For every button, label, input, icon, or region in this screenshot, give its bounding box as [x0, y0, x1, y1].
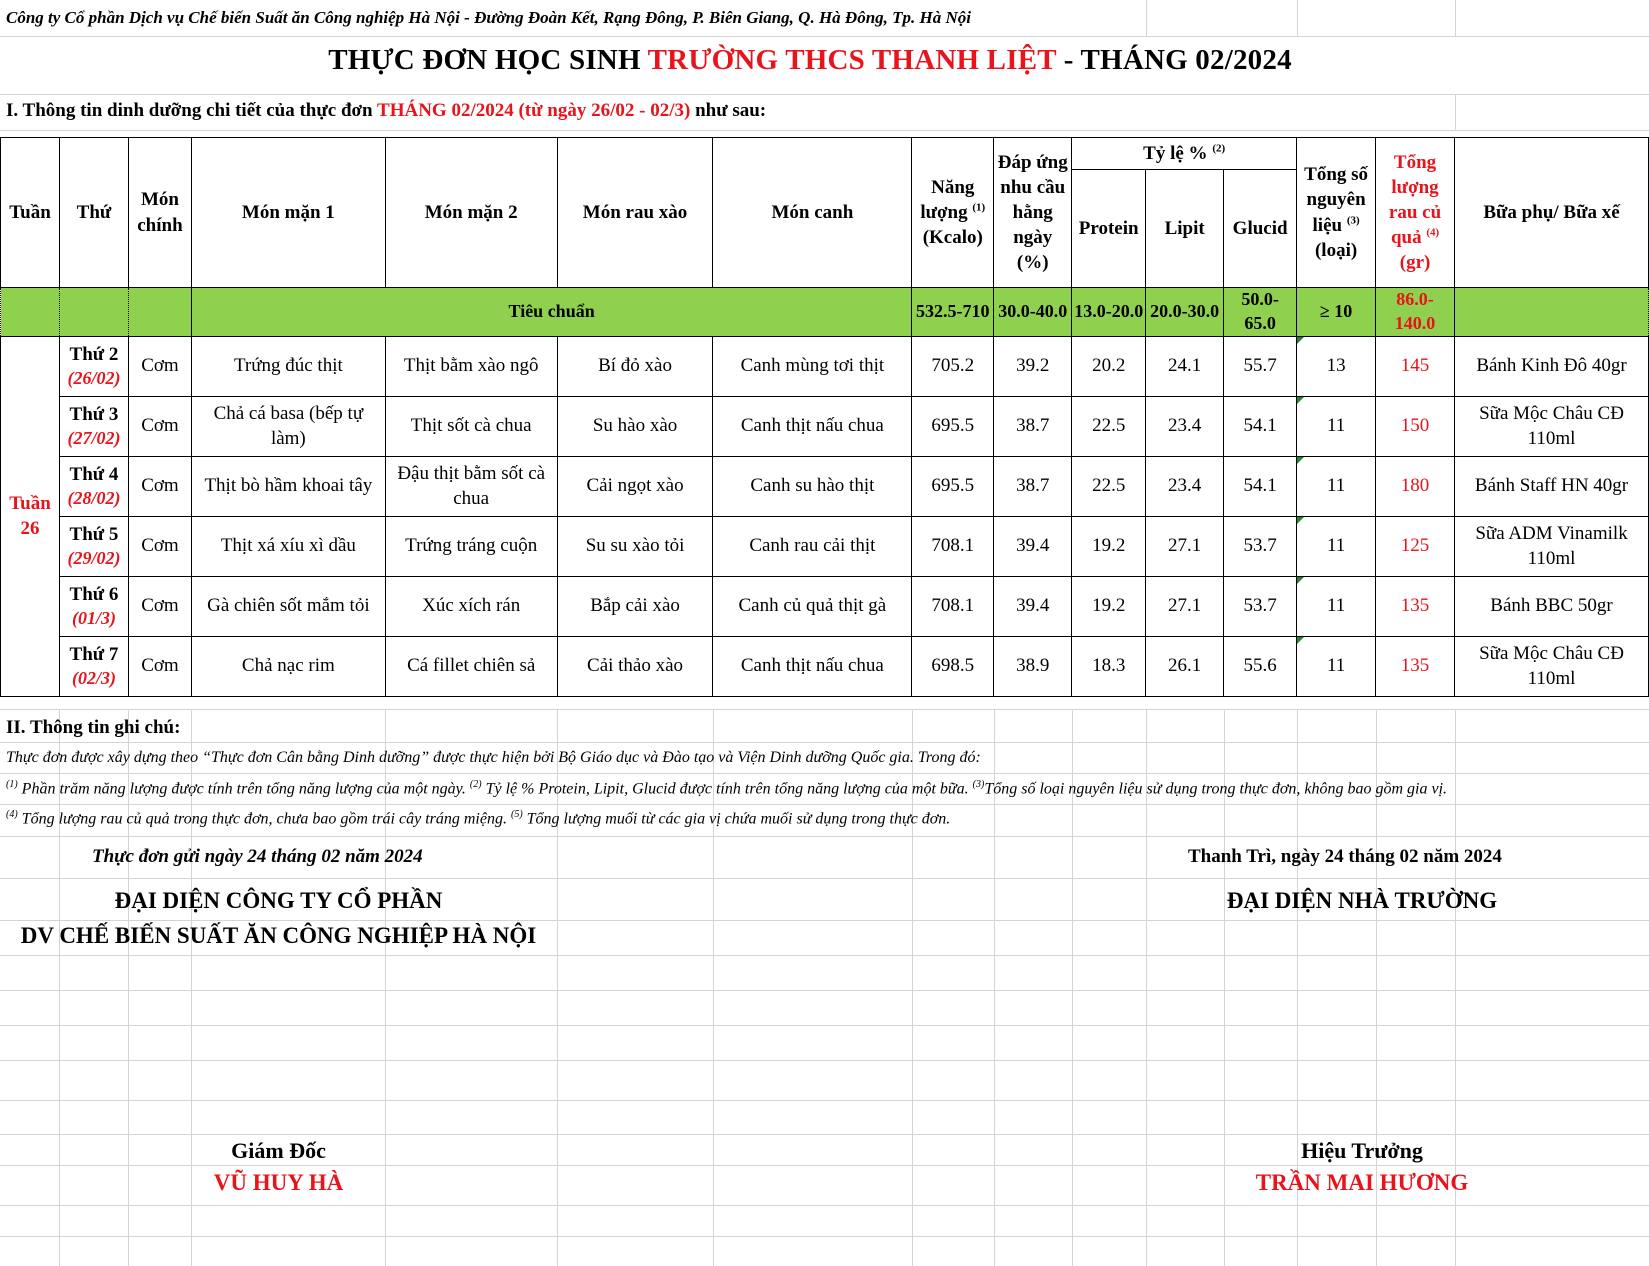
table-row — [1, 576, 1649, 636]
role-director: Giám Đốc — [231, 1138, 326, 1163]
veg-dish-cell: Su su xào tỏi — [557, 516, 713, 576]
section1-suffix: như sau: — [690, 100, 767, 121]
veg-total-cell: 150 — [1376, 396, 1455, 456]
ingredient-count-cell: 11 — [1297, 576, 1376, 636]
main-dish-cell: Cơm — [128, 396, 191, 456]
note1-text: Phần trăm năng lượng được tính trên tổng năng lượng của một ngày. — [17, 780, 470, 798]
standard-veg-total: 86.0-140.0 — [1376, 288, 1455, 337]
title-part2: - THÁNG 02/2024 — [1056, 44, 1292, 76]
energy-cell: 708.1 — [912, 576, 994, 636]
standard-protein: 13.0-20.0 — [1072, 288, 1146, 337]
daily-percent-cell: 39.2 — [994, 336, 1072, 396]
standard-label: Tiêu chuẩn — [191, 288, 911, 337]
glucid-cell: 53.7 — [1224, 576, 1297, 636]
note1-sup: (1) — [6, 779, 18, 790]
header-ingredients-label: Tổng số nguyên liệu — [1304, 164, 1369, 236]
protein-cell: 22.5 — [1072, 456, 1146, 516]
energy-cell: 695.5 — [912, 396, 994, 456]
header-ratio-sup: (2) — [1212, 142, 1226, 155]
header-daily — [994, 138, 1072, 288]
lipit-cell: 26.1 — [1146, 636, 1224, 696]
section1-prefix: I. Thông tin dinh dưỡng chi tiết của thực đơn — [6, 100, 378, 121]
header-glucid: Glucid — [1224, 170, 1297, 288]
standard-daily: 30.0-40.0 — [994, 288, 1072, 337]
snack-cell: Bánh Kinh Đô 40gr — [1455, 336, 1649, 396]
section2-heading: II. Thông tin ghi chú: — [6, 717, 181, 738]
protein-cell: 22.5 — [1072, 396, 1146, 456]
daily-percent-cell: 38.7 — [994, 456, 1072, 516]
protein-cell: 20.2 — [1072, 336, 1146, 396]
standard-glucid: 50.0-65.0 — [1224, 288, 1297, 337]
header-ingredients-sup: (3) — [1346, 214, 1360, 227]
header-ratio — [1072, 138, 1297, 170]
header-veg-total — [1376, 138, 1455, 288]
header-main: Món chính — [128, 138, 191, 288]
week-label: Tuần 26 — [1, 336, 60, 696]
soup-dish-cell: Canh rau cải thịt — [713, 516, 912, 576]
day-cell — [59, 456, 128, 516]
veg-dish-cell: Cải ngọt xào — [557, 456, 713, 516]
name-director: VŨ HUY HÀ — [213, 1170, 344, 1195]
veg-dish-cell: Bí đỏ xào — [557, 336, 713, 396]
header-soup: Món canh — [713, 138, 912, 288]
section1-highlight: THÁNG 02/2024 (từ ngày 26/02 - 02/3) — [377, 100, 691, 121]
standard-ingredients: ≥ 10 — [1297, 288, 1376, 337]
note-intro: Thực đơn được xây dựng theo “Thực đơn Cân bằng Dinh dưỡng” được thực hiện bởi Bộ Giáo dục và Đào tạo và Viện Dinh dưỡng Quốc gia. Trong đó: — [6, 749, 981, 766]
energy-cell: 695.5 — [912, 456, 994, 516]
ingredient-count-cell: 11 — [1297, 636, 1376, 696]
snack-cell: Sữa Mộc Châu CĐ 110ml — [1455, 636, 1649, 696]
main-dish-cell: Cơm — [128, 336, 191, 396]
lipit-cell: 24.1 — [1146, 336, 1224, 396]
menu-table — [0, 137, 1649, 697]
day-date: (26/02) — [67, 367, 121, 388]
lipit-cell: 27.1 — [1146, 576, 1224, 636]
veg-total-cell: 135 — [1376, 576, 1455, 636]
note3-text: Tổng số loại nguyên liệu sử dụng trong thực đơn, không bao gồm gia vị. — [984, 780, 1448, 798]
note5-text: Tổng lượng muối từ các gia vị chứa muối sử dụng trong thực đơn. — [522, 810, 951, 828]
soup-dish-cell: Canh mùng tơi thịt — [713, 336, 912, 396]
header-protein: Protein — [1072, 170, 1146, 288]
header-energy-label: Năng lượng — [920, 176, 975, 223]
snack-cell: Bánh BBC 50gr — [1455, 576, 1649, 636]
header-daily-label: Đáp ứng nhu cầu hằng ngày — [997, 151, 1068, 249]
main-dish-cell: Cơm — [128, 516, 191, 576]
soup-dish-cell: Canh su hào thịt — [713, 456, 912, 516]
table-row — [1, 456, 1649, 516]
place-date: Thanh Trì, ngày 24 tháng 02 năm 2024 — [1188, 846, 1502, 867]
company-line: Công ty Cổ phần Dịch vụ Chế biến Suất ăn Công nghiệp Hà Nội - Đường Đoàn Kết, Rạng Đông, P. Biên Giang, Q. Hà Đông, Tp. Hà Nội — [6, 8, 972, 27]
salty-dish-1-cell: Chả cá basa (bếp tự làm) — [191, 396, 385, 456]
note4-text: Tổng lượng rau củ quả trong thực đơn, chưa bao gồm trái cây tráng miệng. — [17, 810, 511, 828]
salty-dish-1-cell: Trứng đúc thịt — [191, 336, 385, 396]
header-ingredients — [1297, 138, 1376, 288]
header-veg: Món rau xào — [557, 138, 713, 288]
veg-dish-cell: Bắp cải xào — [557, 576, 713, 636]
ingredient-count-cell: 11 — [1297, 516, 1376, 576]
soup-dish-cell: Canh thịt nấu chua — [713, 396, 912, 456]
salty-dish-2-cell: Xúc xích rán — [385, 576, 557, 636]
header-snack: Bữa phụ/ Bữa xế — [1455, 138, 1649, 288]
snack-cell: Sữa Mộc Châu CĐ 110ml — [1455, 396, 1649, 456]
day-name: Thứ 4 — [69, 463, 119, 485]
table-row — [1, 516, 1649, 576]
day-name: Thứ 3 — [69, 403, 119, 425]
day-cell — [59, 396, 128, 456]
veg-total-cell: 145 — [1376, 336, 1455, 396]
lipit-cell: 23.4 — [1146, 456, 1224, 516]
day-name: Thứ 7 — [69, 643, 119, 665]
standard-row — [1, 288, 1649, 337]
day-cell — [59, 636, 128, 696]
glucid-cell: 55.7 — [1224, 336, 1297, 396]
day-cell — [59, 336, 128, 396]
header-salty1: Món mặn 1 — [191, 138, 385, 288]
header-veg-total-sup: (4) — [1426, 226, 1440, 239]
header-energy-sup: (1) — [972, 201, 986, 214]
lipit-cell: 23.4 — [1146, 396, 1224, 456]
veg-dish-cell: Cải thảo xào — [557, 636, 713, 696]
standard-energy: 532.5-710 — [912, 288, 994, 337]
note-line-1 — [6, 779, 1447, 798]
protein-cell: 19.2 — [1072, 576, 1146, 636]
protein-cell: 18.3 — [1072, 636, 1146, 696]
company-representative-line2: DV CHẾ BIẾN SUẤT ĂN CÔNG NGHIỆP HÀ NỘI — [20, 923, 537, 948]
salty-dish-2-cell: Cá fillet chiên sả — [385, 636, 557, 696]
main-dish-cell: Cơm — [128, 576, 191, 636]
glucid-cell: 53.7 — [1224, 516, 1297, 576]
soup-dish-cell: Canh thịt nấu chua — [713, 636, 912, 696]
note2-text: Tỷ lệ % Protein, Lipit, Glucid được tính trên tổng năng lượng của một bữa. — [481, 780, 973, 798]
title-part1: THỰC ĐƠN HỌC SINH — [328, 44, 648, 76]
salty-dish-1-cell: Thịt bò hầm khoai tây — [191, 456, 385, 516]
sent-date: Thực đơn gửi ngày 24 tháng 02 năm 2024 — [92, 846, 423, 867]
salty-dish-2-cell: Đậu thịt bằm sốt cà chua — [385, 456, 557, 516]
salty-dish-1-cell: Gà chiên sốt mắm tỏi — [191, 576, 385, 636]
glucid-cell: 54.1 — [1224, 456, 1297, 516]
ingredient-count-cell: 13 — [1297, 336, 1376, 396]
standard-lipit: 20.0-30.0 — [1146, 288, 1224, 337]
header-veg-total-unit: (gr) — [1399, 252, 1431, 274]
header-day: Thứ — [59, 138, 128, 288]
header-ratio-label: Tỷ lệ % — [1143, 142, 1208, 164]
daily-percent-cell: 39.4 — [994, 516, 1072, 576]
energy-cell: 708.1 — [912, 516, 994, 576]
note5-sup: (5) — [510, 809, 523, 820]
table-row — [1, 636, 1649, 696]
header-week: Tuần — [1, 138, 60, 288]
salty-dish-1-cell: Thịt xá xíu xì dầu — [191, 516, 385, 576]
protein-cell: 19.2 — [1072, 516, 1146, 576]
note3-sup: (3) — [972, 779, 985, 790]
veg-dish-cell: Su hào xào — [557, 396, 713, 456]
day-date: (01/3) — [71, 607, 116, 628]
note4-sup: (4) — [6, 809, 18, 820]
energy-cell: 705.2 — [912, 336, 994, 396]
day-date: (02/3) — [71, 667, 116, 688]
salty-dish-1-cell: Chả nạc rim — [191, 636, 385, 696]
role-principal: Hiệu Trưởng — [1301, 1138, 1423, 1163]
ingredient-count-cell: 11 — [1297, 456, 1376, 516]
day-name: Thứ 5 — [69, 523, 119, 545]
snack-cell: Sữa ADM Vinamilk 110ml — [1455, 516, 1649, 576]
header-energy-unit: (Kcalo) — [922, 227, 983, 249]
salty-dish-2-cell: Thịt bằm xào ngô — [385, 336, 557, 396]
glucid-cell: 55.6 — [1224, 636, 1297, 696]
header-daily-unit: (%) — [1016, 252, 1049, 274]
salty-dish-2-cell: Trứng tráng cuộn — [385, 516, 557, 576]
veg-total-cell: 135 — [1376, 636, 1455, 696]
main-dish-cell: Cơm — [128, 636, 191, 696]
soup-dish-cell: Canh củ quả thịt gà — [713, 576, 912, 636]
table-row — [1, 396, 1649, 456]
header-salty2: Món mặn 2 — [385, 138, 557, 288]
energy-cell: 698.5 — [912, 636, 994, 696]
table-row — [1, 336, 1649, 396]
daily-percent-cell: 39.4 — [994, 576, 1072, 636]
day-name: Thứ 2 — [69, 343, 119, 365]
header-lipit: Lipit — [1146, 170, 1224, 288]
title-school: TRƯỜNG THCS THANH LIỆT — [647, 44, 1057, 76]
snack-cell: Bánh Staff HN 40gr — [1455, 456, 1649, 516]
school-representative: ĐẠI DIỆN NHÀ TRƯỜNG — [1226, 888, 1498, 913]
daily-percent-cell: 38.9 — [994, 636, 1072, 696]
section1-heading — [6, 100, 766, 122]
header-ingredients-unit: (loại) — [1314, 239, 1358, 261]
company-representative-line1: ĐẠI DIỆN CÔNG TY CỔ PHẦN — [114, 888, 443, 913]
day-date: (28/02) — [67, 487, 121, 508]
veg-total-cell: 125 — [1376, 516, 1455, 576]
day-cell — [59, 516, 128, 576]
glucid-cell: 54.1 — [1224, 396, 1297, 456]
daily-percent-cell: 38.7 — [994, 396, 1072, 456]
day-name: Thứ 6 — [69, 583, 119, 605]
name-principal: TRẦN MAI HƯƠNG — [1255, 1170, 1469, 1195]
salty-dish-2-cell: Thịt sốt cà chua — [385, 396, 557, 456]
note-line-2 — [6, 809, 950, 828]
day-cell — [59, 576, 128, 636]
main-dish-cell: Cơm — [128, 456, 191, 516]
veg-total-cell: 180 — [1376, 456, 1455, 516]
header-veg-total-label: Tổng lượng rau củ quả — [1388, 151, 1442, 249]
note2-sup: (2) — [469, 779, 482, 790]
ingredient-count-cell: 11 — [1297, 396, 1376, 456]
day-date: (29/02) — [67, 547, 121, 568]
page-title — [0, 44, 1620, 77]
lipit-cell: 27.1 — [1146, 516, 1224, 576]
day-date: (27/02) — [67, 427, 121, 448]
header-energy — [912, 138, 994, 288]
